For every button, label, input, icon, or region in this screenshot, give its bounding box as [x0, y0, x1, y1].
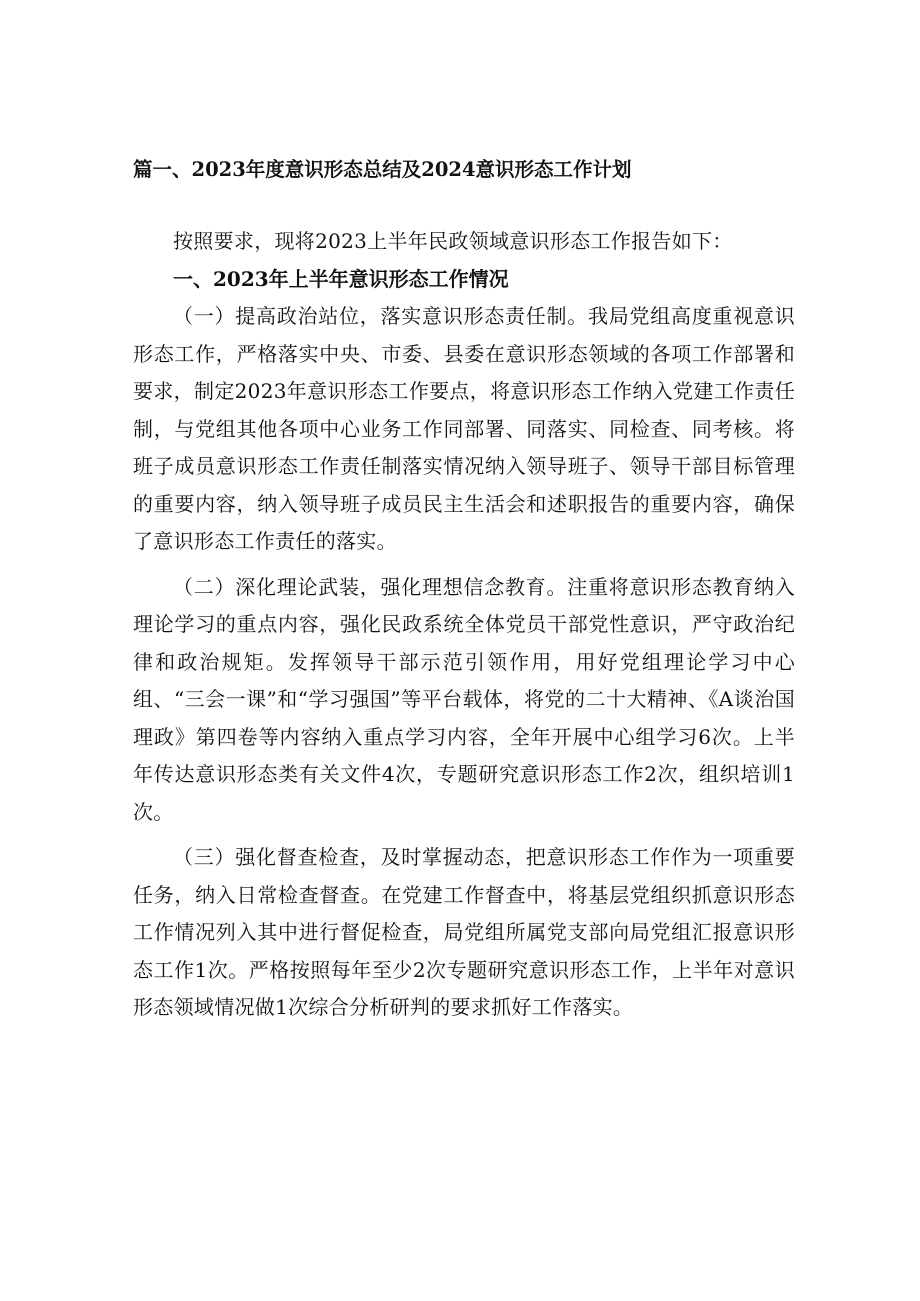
paragraph-inspection: （三）强化督查检查，及时掌握动态，把意识形态工作作为一项重要任务，纳入日常检查督查。在党建工作督查中，将基层党组织抓意识形态工作情况列入其中进行督促检查，局党组所属党支部向局党组汇报意识形态工作1次。严格按照每年至少2次专题研究意识形态工作，上半年对意识形态领域情况做1次综合分析研判的要求抓好工作落实。 [133, 845, 795, 1019]
document-body [133, 223, 795, 1027]
intro-paragraph: 按照要求，现将2023上半年民政领域意识形态工作报告如下： [173, 229, 733, 253]
section-heading: 一、2023年上半年意识形态工作情况 [173, 266, 509, 291]
paragraph-theory: （二）深化理论武装，强化理想信念教育。注重将意识形态教育纳入理论学习的重点内容，强化民政系统全体党员干部党性意识，严守政治纪律和政治规矩。发挥领导干部示范引领作用，用好党组理论学习中心组、“三会一课”和“学习强国”等平台载体，将党的二十大精神、《A谈治国理政》第四卷等内容纳入重点学习内容，全年开展中心组学习6次。上半年传达意识形态类有关文件4次，专题研究意识形态工作2次，组织培训1次。 [133, 574, 795, 824]
paragraph-responsibility: （一）提高政治站位，落实意识形态责任制。我局党组高度重视意识形态工作，严格落实中央、市委、县委在意识形态领域的各项工作部署和要求，制定2023年意识形态工作要点，将意识形态工作纳入党建工作责任制，与党组其他各项中心业务工作同部署、同落实、同检查、同考核。将班子成员意识形态工作责任制落实情况纳入领导班子、领导干部目标管理的重要内容，纳入领导班子成员民主生活会和述职报告的重要内容，确保了意识形态工作责任的落实。 [133, 304, 795, 553]
document-title: 篇一、2023年度意识形态总结及2024意识形态工作计划 [133, 158, 632, 181]
